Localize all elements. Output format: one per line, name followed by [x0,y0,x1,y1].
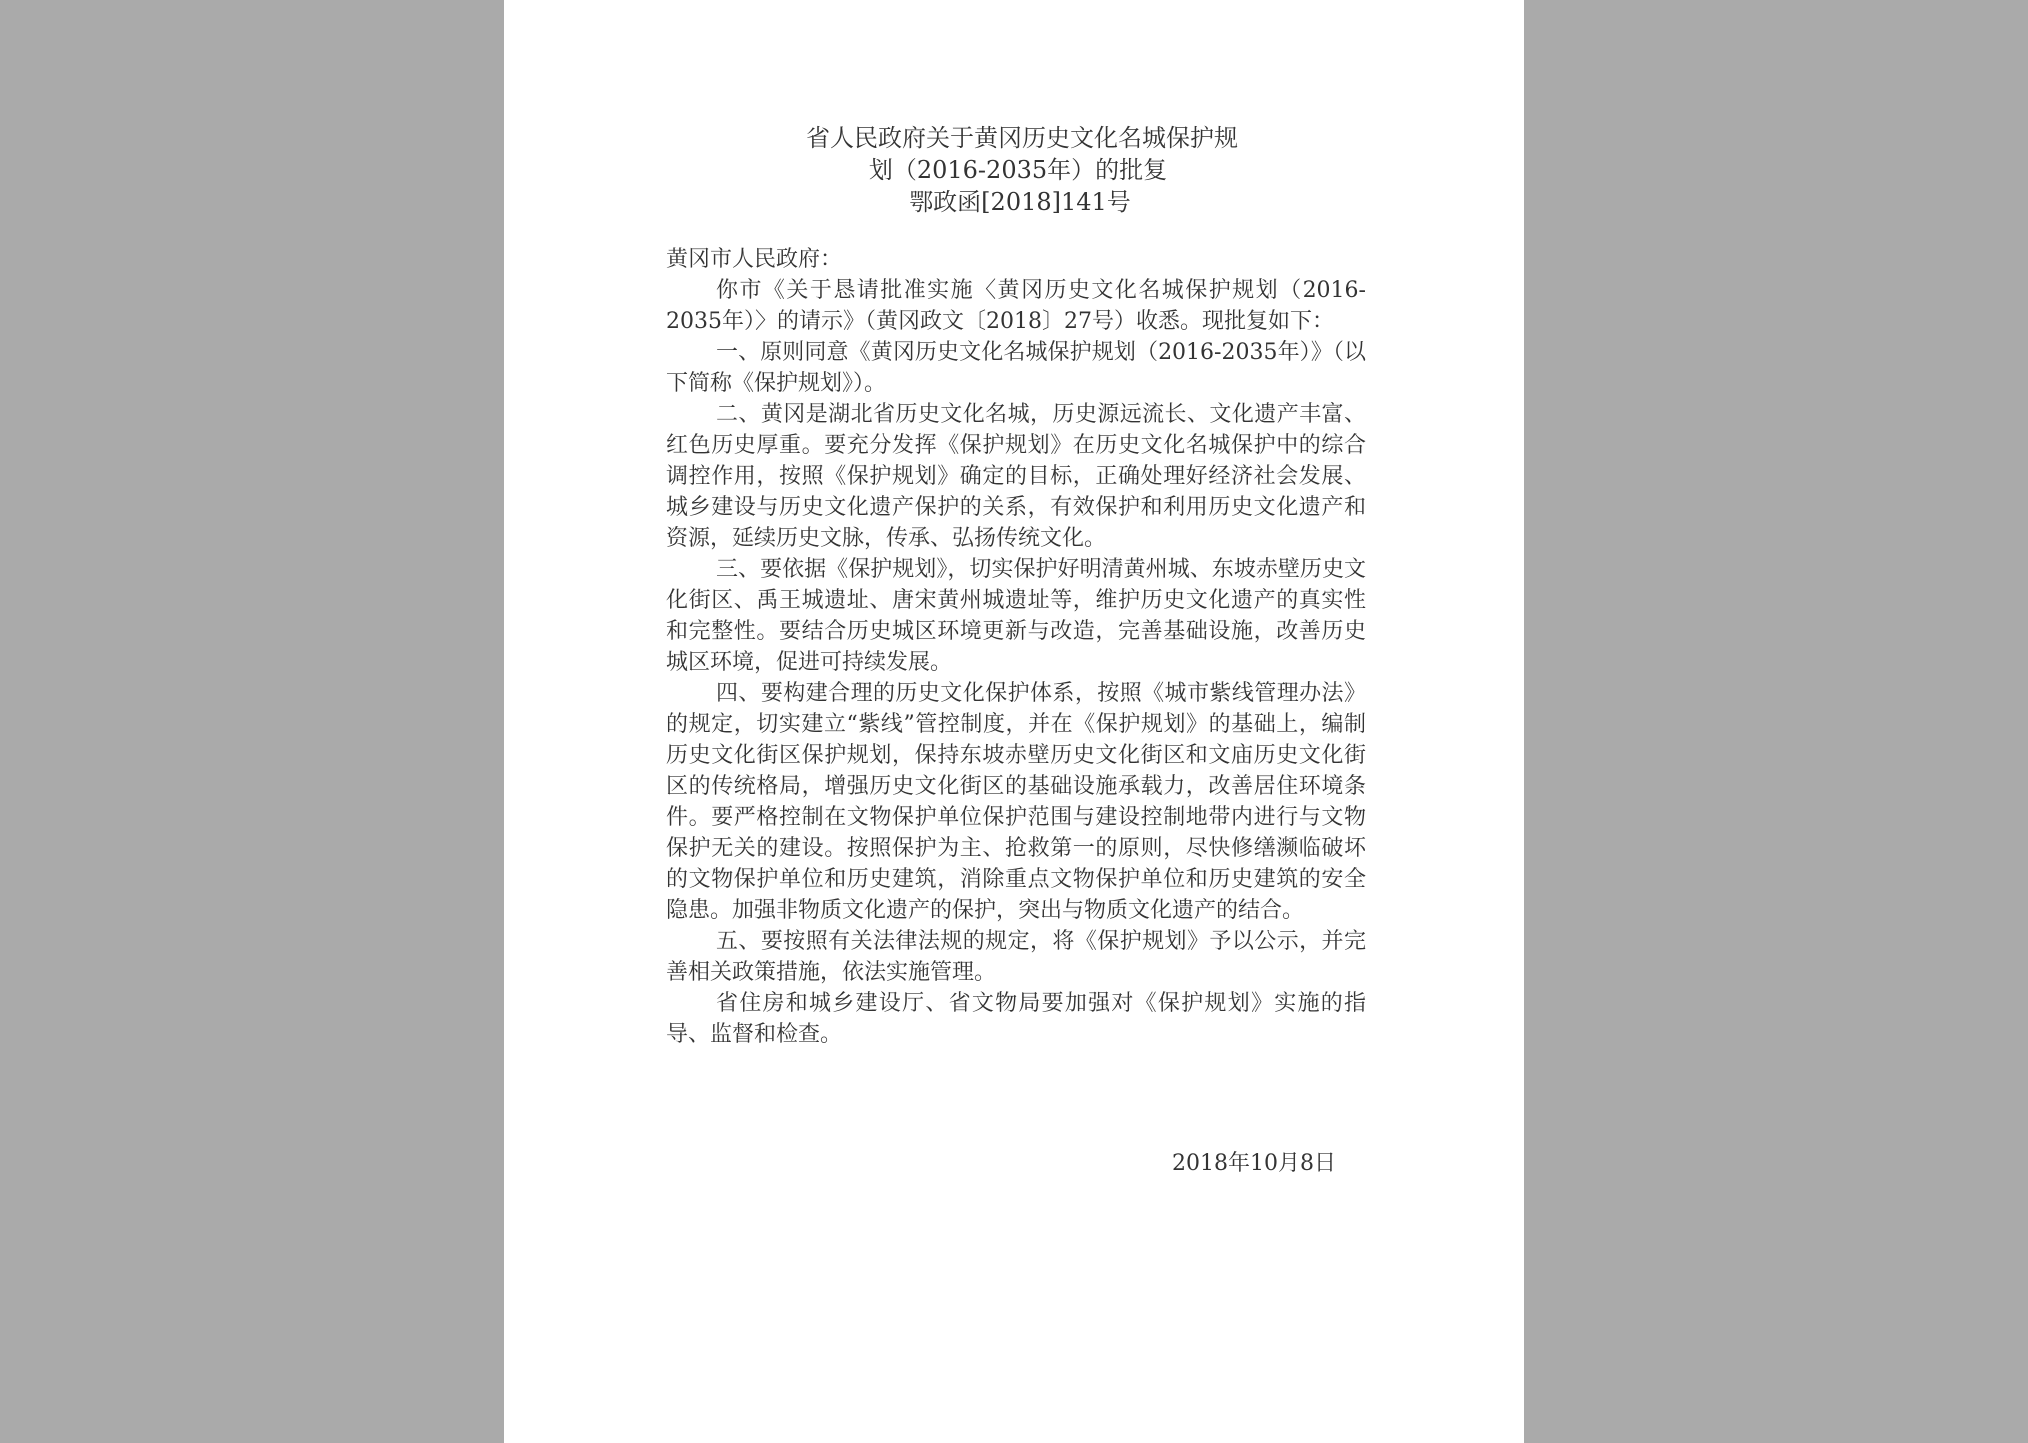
document-date: 2018年10月8日 [1172,1151,1336,1176]
paragraph-item-5: 五、要按照有关法律法规的规定，将《保护规划》予以公示，并完善相关政策措施，依法实施管理。 [666,929,1366,985]
document-title [504,122,1524,218]
paragraph-item-3: 三、要依据《保护规划》，切实保护好明清黄州城、东坡赤壁历史文化街区、禹王城遗址、唐宋黄州城遗址等，维护历史文化遗产的真实性和完整性。要结合历史城区环境更新与改造，完善基础设施，改善历史城区环境，促进可持续发展。 [666,557,1366,675]
paragraph-item-4: 四、要构建合理的历史文化保护体系，按照《城市紫线管理办法》的规定，切实建立“紫线”管控制度，并在《保护规划》的基础上，编制历史文化街区保护规划，保持东坡赤壁历史文化街区和文庙历史文化街区的传统格局，增强历史文化街区的基础设施承载力，改善居住环境条件。要严格控制在文物保护单位保护范围与建设控制地带内进行与文物保护无关的建设。按照保护为主、抢救第一的原则，尽快修缮濒临破坏的文物保护单位和历史建筑，消除重点文物保护单位和历史建筑的安全隐患。加强非物质文化遗产的保护，突出与物质文化遗产的结合。 [666,681,1366,923]
title-line-2: 划（2016-2035年）的批复 [868,156,1168,184]
document-page [504,0,1524,1443]
paragraph-item-2: 二、黄冈是湖北省历史文化名城，历史源远流长、文化遗产丰富、红色历史厚重。要充分发挥《保护规划》在历史文化名城保护中的综合调控作用，按照《保护规划》确定的目标，正确处理好经济社会发展、城乡建设与历史文化遗产保护的关系，有效保护和利用历史文化遗产和资源，延续历史文脉，传承、弘扬传统文化。 [666,402,1366,551]
paragraph-intro: 你市《关于恳请批准实施〈黄冈历史文化名城保护规划（2016-2035年）〉的请示》（黄冈政文〔2018〕27号）收悉。现批复如下： [666,278,1366,334]
document-number: 鄂政函[2018]141号 [909,188,1131,216]
document-body [666,244,1366,1050]
title-line-1: 省人民政府关于黄冈历史文化名城保护规 [806,124,1238,152]
paragraph-item-1: 一、原则同意《黄冈历史文化名城保护规划（2016-2035年）》（以下简称《保护规划》）。 [666,340,1366,396]
paragraph-closing: 省住房和城乡建设厅、省文物局要加强对《保护规划》实施的指导、监督和检查。 [666,991,1366,1047]
salutation: 黄冈市人民政府： [666,247,843,272]
